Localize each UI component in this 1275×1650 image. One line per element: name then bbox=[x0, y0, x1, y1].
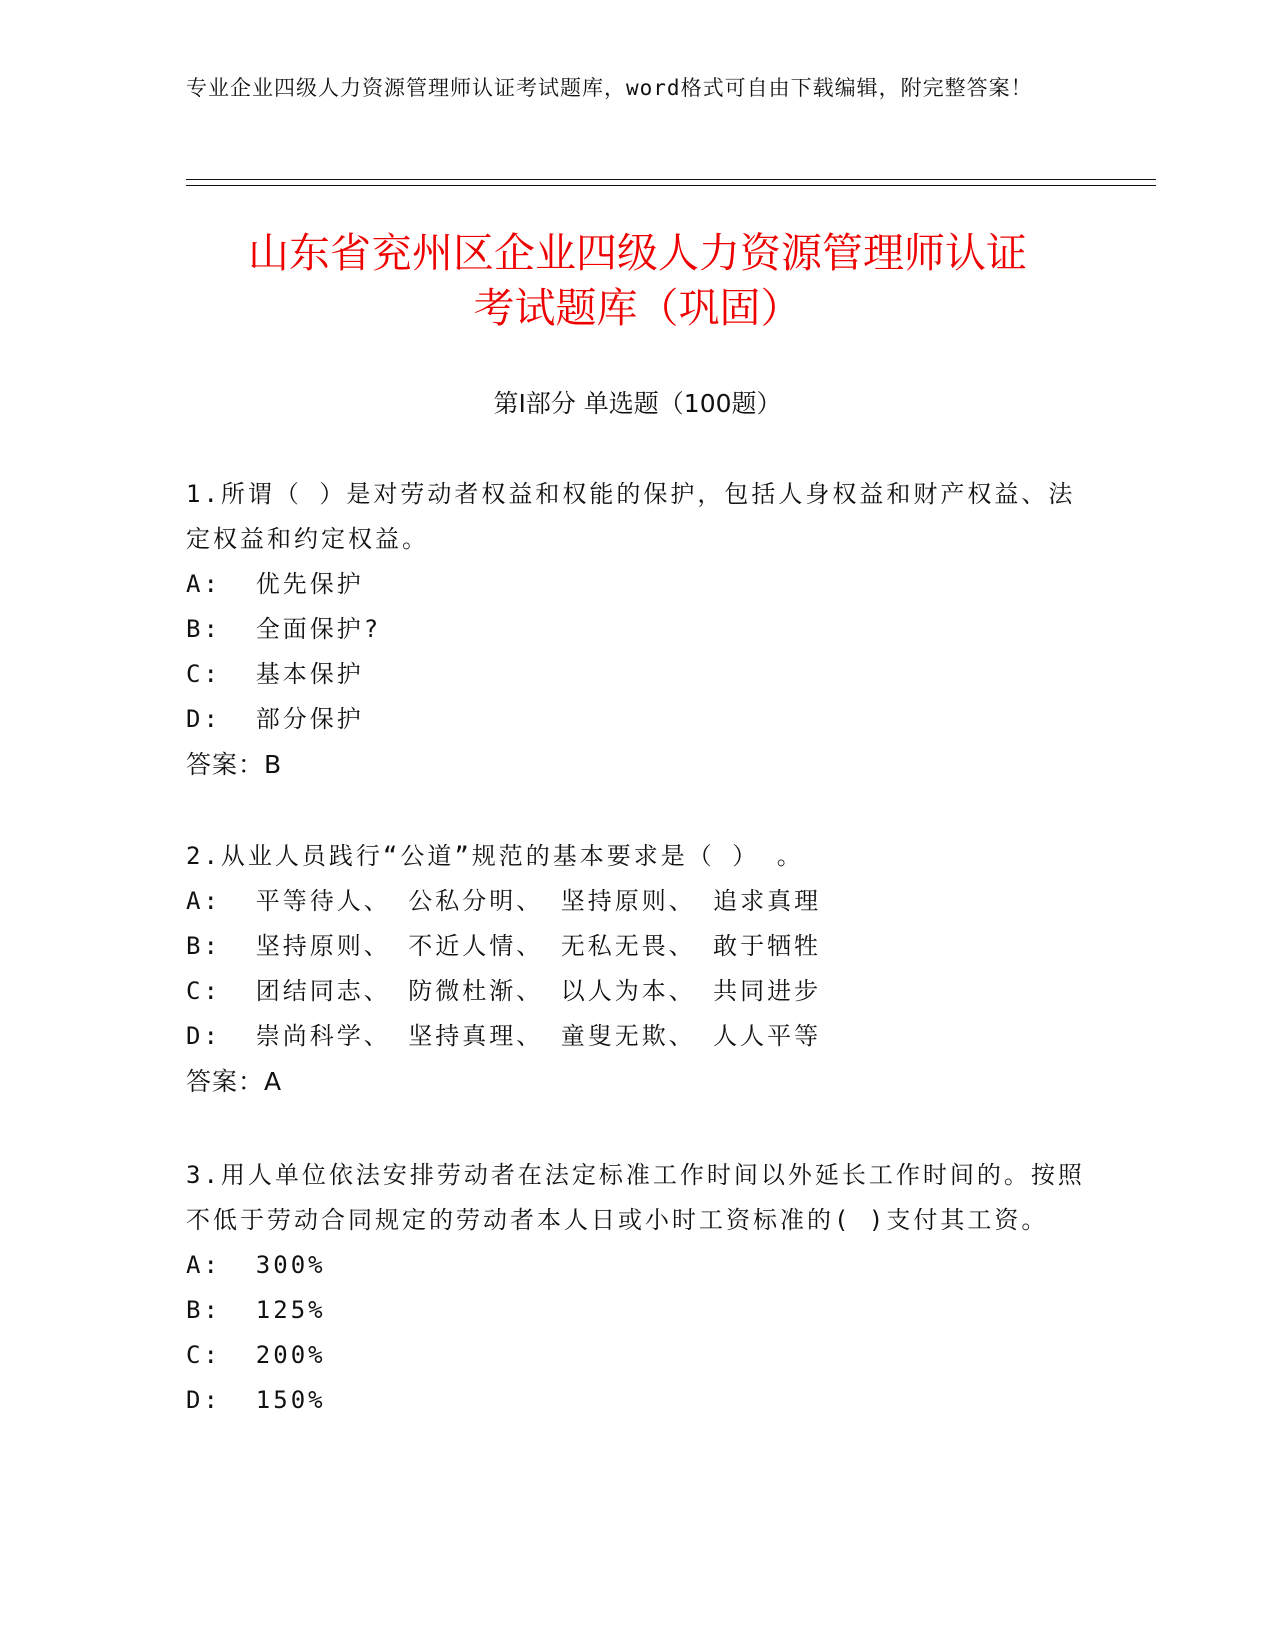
question-stem: 2.从业人员践行“公道”规范的基本要求是（ ） 。 bbox=[186, 842, 804, 870]
answer: 答案：A bbox=[186, 1067, 283, 1096]
option-a: A: 平等待人、 公私分明、 坚持原则、 追求真理 bbox=[186, 887, 822, 915]
option-c: C: 基本保护 bbox=[186, 660, 364, 688]
option-d: D: 崇尚科学、 坚持真理、 童叟无欺、 人人平等 bbox=[186, 1022, 822, 1050]
document-title-line-2: 考试题库（巩固） bbox=[473, 284, 802, 332]
document-title bbox=[150, 226, 1125, 336]
section-title: 第Ⅰ部分 单选题（100题） bbox=[493, 389, 782, 418]
header-rule-top bbox=[186, 179, 1156, 180]
document-title-line-1: 山东省兖州区企业四级人力资源管理师认证 bbox=[248, 229, 1027, 277]
option-b: B: 全面保护? bbox=[186, 615, 382, 643]
option-c: C: 200% bbox=[186, 1341, 326, 1369]
option-b: B: 125% bbox=[186, 1296, 326, 1324]
answer: 答案：B bbox=[186, 750, 283, 779]
option-a: A: 300% bbox=[186, 1251, 326, 1279]
option-c: C: 团结同志、 防微杜渐、 以人为本、 共同进步 bbox=[186, 977, 822, 1005]
question-stem: 1.所谓（ ）是对劳动者权益和权能的保护，包括人身权益和财产权益、法定权益和约定权益。 bbox=[186, 480, 1076, 553]
question-2 bbox=[186, 834, 1086, 1104]
option-a: A: 优先保护 bbox=[186, 570, 364, 598]
question-stem: 3.用人单位依法安排劳动者在法定标准工作时间以外延长工作时间的。按照不低于劳动合同规定的劳动者本人日或小时工资标准的( )支付其工资。 bbox=[186, 1161, 1085, 1234]
header-rule-bottom bbox=[186, 185, 1156, 186]
header-note: 专业企业四级人力资源管理师认证考试题库，word格式可自由下载编辑，附完整答案！ bbox=[186, 76, 1033, 100]
option-b: B: 坚持原则、 不近人情、 无私无畏、 敢于牺牲 bbox=[186, 932, 822, 960]
question-1 bbox=[186, 472, 1086, 787]
question-3 bbox=[186, 1153, 1086, 1423]
option-d: D: 150% bbox=[186, 1386, 326, 1414]
option-d: D: 部分保护 bbox=[186, 705, 364, 733]
